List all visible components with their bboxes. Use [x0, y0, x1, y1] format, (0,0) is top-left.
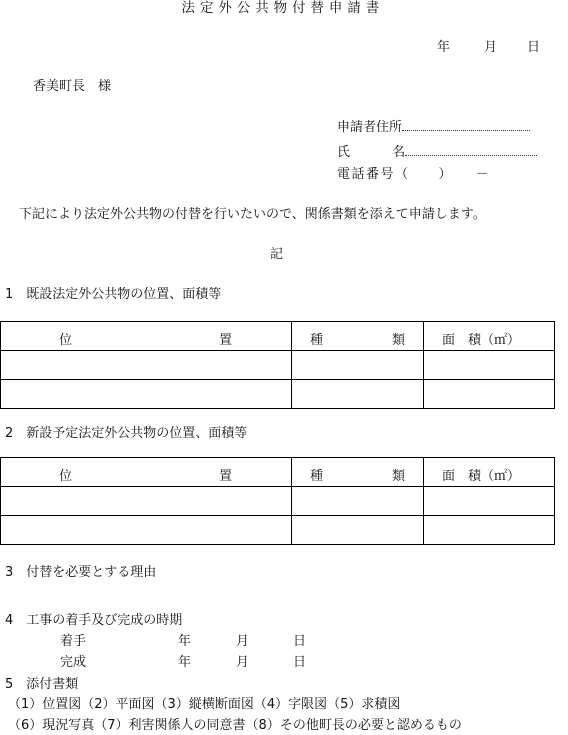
applicant-address-label: 申請者住所 — [337, 120, 403, 135]
complete-month[interactable]: 月 — [236, 655, 250, 670]
header-position: 位 置 — [1, 458, 292, 487]
cell-position[interactable] — [1, 351, 292, 380]
document-title: 法定外公共物付替申請書 — [181, 0, 385, 16]
header-kind: 種 類 — [292, 322, 424, 351]
intro-text: 下記により法定外公共物の付替を行いたいので、関係書類を添えて申請します。 — [19, 207, 486, 222]
addressee: 香美町長 様 — [33, 79, 112, 94]
complete-day[interactable]: 日 — [293, 655, 307, 670]
section1-heading: 1 既設法定外公共物の位置、面積等 — [5, 287, 222, 302]
header-kind: 種 類 — [292, 458, 424, 487]
section4-heading: 4 工事の着手及び完成の時期 — [5, 613, 183, 628]
date-month: 月 — [484, 40, 498, 55]
applicant-name-row — [337, 144, 537, 159]
table-row — [1, 351, 555, 380]
header-area: 面 積（㎡） — [424, 322, 555, 351]
cell-kind[interactable] — [292, 351, 424, 380]
cell-kind[interactable] — [292, 516, 424, 545]
section3-heading: 3 付替を必要とする理由 — [5, 565, 157, 580]
table-header-row — [1, 458, 555, 487]
cell-area[interactable] — [424, 516, 555, 545]
header-area: 面 積（㎡） — [424, 458, 555, 487]
section5-heading: 5 添付書類 — [5, 677, 79, 692]
ki-marker: 記 — [270, 247, 284, 262]
cell-kind[interactable] — [292, 380, 424, 409]
cell-area[interactable] — [424, 380, 555, 409]
table-header-row — [1, 322, 555, 351]
section2-heading: 2 新設予定法定外公共物の位置、面積等 — [5, 426, 248, 441]
cell-position[interactable] — [1, 516, 292, 545]
cell-position[interactable] — [1, 380, 292, 409]
complete-year[interactable]: 年 — [178, 655, 192, 670]
cell-kind[interactable] — [292, 487, 424, 516]
start-label: 着手 — [60, 634, 87, 649]
applicant-name-label-right: 名 — [392, 145, 406, 160]
complete-label: 完成 — [60, 655, 87, 670]
cell-area[interactable] — [424, 487, 555, 516]
existing-facility-table — [0, 321, 555, 409]
start-day[interactable]: 日 — [293, 634, 307, 649]
header-position: 位 置 — [1, 322, 292, 351]
applicant-address-field[interactable] — [402, 119, 530, 131]
new-facility-table — [0, 457, 555, 545]
table-row — [1, 380, 555, 409]
applicant-name-field[interactable] — [405, 144, 537, 156]
cell-area[interactable] — [424, 351, 555, 380]
attachments-line-1: （1）位置図（2）平面図（3）縦横断面図（4）字限図（5）求積図 — [8, 697, 401, 712]
date-day: 日 — [527, 40, 541, 55]
table-row — [1, 487, 555, 516]
applicant-address-row — [337, 119, 530, 134]
applicant-name-label-left: 氏 — [337, 145, 351, 160]
start-month[interactable]: 月 — [236, 634, 250, 649]
start-year[interactable]: 年 — [178, 634, 192, 649]
applicant-phone[interactable]: 電話番号（ ） － — [337, 167, 491, 182]
attachments-line-2: （6）現況写真（7）利害関係人の同意書（8）その他町長の必要と認めるもの — [8, 718, 462, 733]
table-row — [1, 516, 555, 545]
date-year: 年 — [437, 40, 451, 55]
cell-position[interactable] — [1, 487, 292, 516]
